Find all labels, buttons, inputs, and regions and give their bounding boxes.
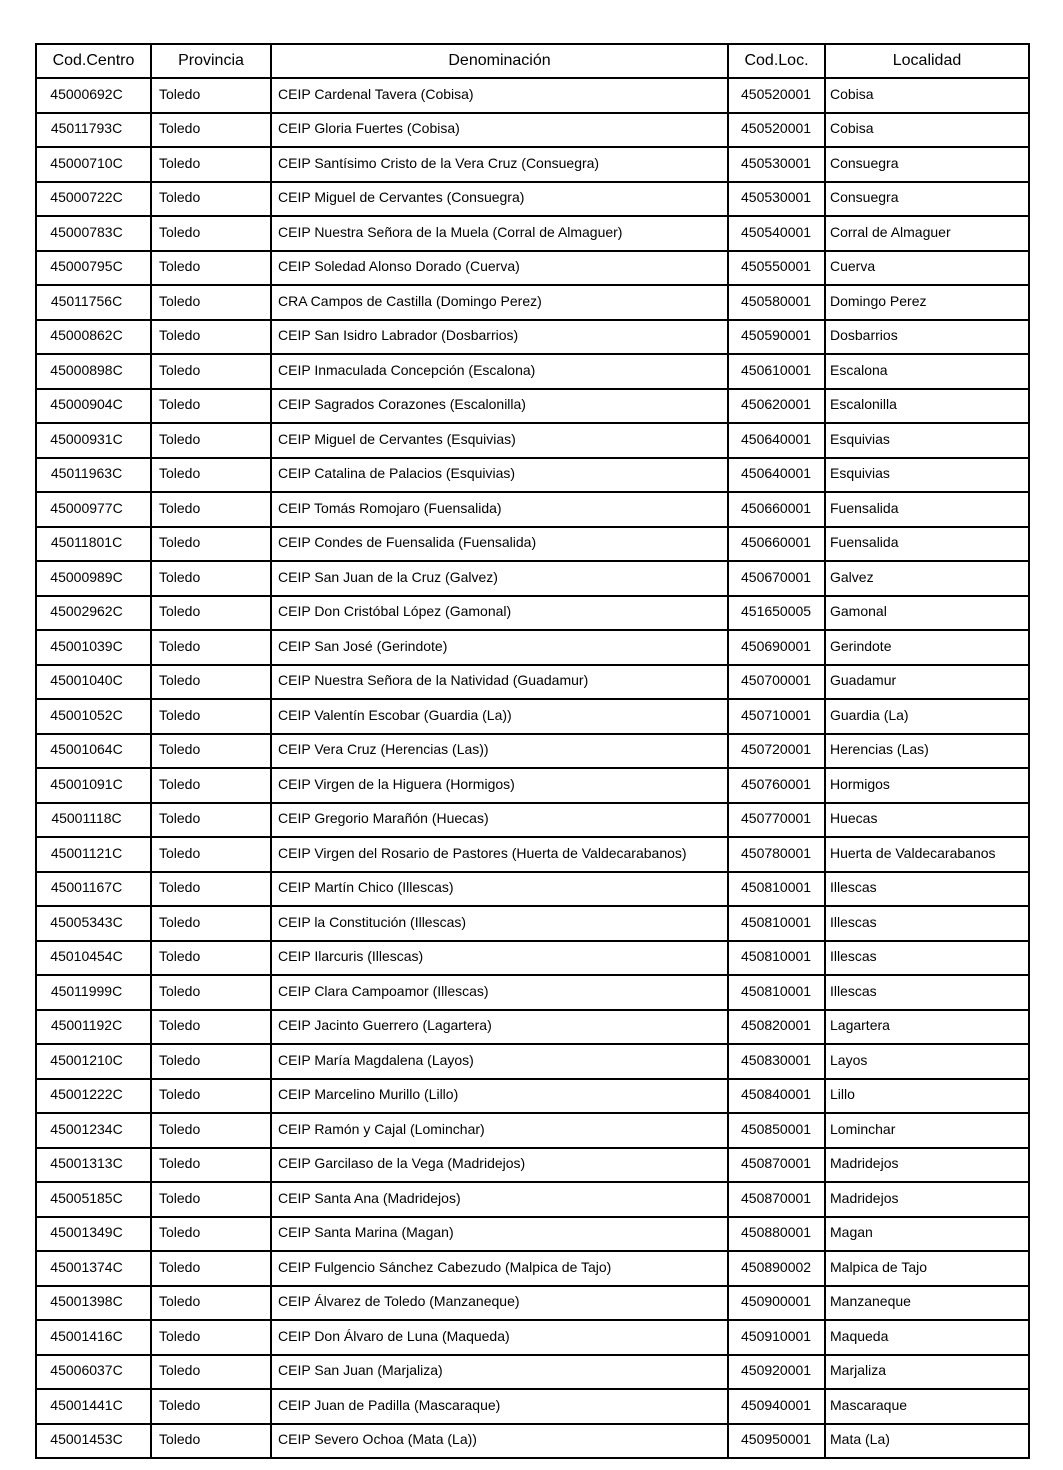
table-header <box>36 44 1029 78</box>
denominacion-cell: CEIP Santa Marina (Magan) <box>271 1217 728 1252</box>
provincia-cell: Toledo <box>151 872 271 907</box>
provincia-cell: Toledo <box>151 630 271 665</box>
denominacion-cell: CEIP Álvarez de Toledo (Manzaneque) <box>271 1286 728 1321</box>
table-row <box>36 941 1029 976</box>
cod-centro-cell: 45005343C <box>36 906 151 941</box>
localidad-cell: Illescas <box>825 872 1029 907</box>
denominacion-cell: CEIP Juan de Padilla (Mascaraque) <box>271 1389 728 1424</box>
localidad-cell: Malpica de Tajo <box>825 1251 1029 1286</box>
table-row <box>36 906 1029 941</box>
denominacion-cell: CEIP Sagrados Corazones (Escalonilla) <box>271 389 728 424</box>
provincia-cell: Toledo <box>151 1424 271 1459</box>
localidad-cell: Lominchar <box>825 1113 1029 1148</box>
cod-loc-cell: 450520001 <box>728 78 825 113</box>
localidad-cell: Gerindote <box>825 630 1029 665</box>
cod-loc-cell: 450810001 <box>728 906 825 941</box>
cod-loc-cell: 450850001 <box>728 1113 825 1148</box>
cod-centro-cell: 45011999C <box>36 975 151 1010</box>
cod-loc-cell: 450660001 <box>728 492 825 527</box>
cod-loc-cell: 450690001 <box>728 630 825 665</box>
table-row <box>36 423 1029 458</box>
denominacion-cell: CEIP Nuestra Señora de la Natividad (Guadamur) <box>271 665 728 700</box>
cod-centro-cell: 45000898C <box>36 354 151 389</box>
cod-centro-cell: 45011963C <box>36 458 151 493</box>
provincia-cell: Toledo <box>151 561 271 596</box>
denominacion-cell: CEIP Soledad Alonso Dorado (Cuerva) <box>271 251 728 286</box>
provincia-cell: Toledo <box>151 837 271 872</box>
header-cod-loc: Cod.Loc. <box>728 44 825 78</box>
cod-loc-cell: 450640001 <box>728 458 825 493</box>
provincia-cell: Toledo <box>151 1251 271 1286</box>
denominacion-cell: CEIP Catalina de Palacios (Esquivias) <box>271 458 728 493</box>
table-row <box>36 768 1029 803</box>
cod-loc-cell: 450670001 <box>728 561 825 596</box>
cod-centro-cell: 45000931C <box>36 423 151 458</box>
denominacion-cell: CEIP Jacinto Guerrero (Lagartera) <box>271 1010 728 1045</box>
denominacion-cell: CRA Campos de Castilla (Domingo Perez) <box>271 285 728 320</box>
cod-centro-cell: 45001453C <box>36 1424 151 1459</box>
table-row <box>36 320 1029 355</box>
cod-loc-cell: 450640001 <box>728 423 825 458</box>
cod-loc-cell: 450890002 <box>728 1251 825 1286</box>
denominacion-cell: CEIP Severo Ochoa (Mata (La)) <box>271 1424 728 1459</box>
cod-loc-cell: 450810001 <box>728 975 825 1010</box>
cod-loc-cell: 450530001 <box>728 182 825 217</box>
denominacion-cell: CEIP Don Álvaro de Luna (Maqueda) <box>271 1320 728 1355</box>
provincia-cell: Toledo <box>151 320 271 355</box>
denominacion-cell: CEIP San José (Gerindote) <box>271 630 728 665</box>
cod-centro-cell: 45010454C <box>36 941 151 976</box>
cod-loc-cell: 450770001 <box>728 803 825 838</box>
cod-centro-cell: 45001091C <box>36 768 151 803</box>
table-row <box>36 285 1029 320</box>
table-row <box>36 837 1029 872</box>
denominacion-cell: CEIP Tomás Romojaro (Fuensalida) <box>271 492 728 527</box>
cod-centro-cell: 45001416C <box>36 1320 151 1355</box>
header-row <box>36 44 1029 78</box>
provincia-cell: Toledo <box>151 975 271 1010</box>
cod-centro-cell: 45001052C <box>36 699 151 734</box>
provincia-cell: Toledo <box>151 596 271 631</box>
table-row <box>36 1113 1029 1148</box>
cod-loc-cell: 450910001 <box>728 1320 825 1355</box>
cod-loc-cell: 450950001 <box>728 1424 825 1459</box>
provincia-cell: Toledo <box>151 1320 271 1355</box>
cod-centro-cell: 45001192C <box>36 1010 151 1045</box>
localidad-cell: Illescas <box>825 906 1029 941</box>
provincia-cell: Toledo <box>151 803 271 838</box>
localidad-cell: Layos <box>825 1044 1029 1079</box>
provincia-cell: Toledo <box>151 1182 271 1217</box>
provincia-cell: Toledo <box>151 1286 271 1321</box>
table-row <box>36 147 1029 182</box>
localidad-cell: Marjaliza <box>825 1355 1029 1390</box>
cod-loc-cell: 450810001 <box>728 941 825 976</box>
cod-centro-cell: 45000862C <box>36 320 151 355</box>
localidad-cell: Madridejos <box>825 1182 1029 1217</box>
localidad-cell: Huerta de Valdecarabanos <box>825 837 1029 872</box>
cod-loc-cell: 450920001 <box>728 1355 825 1390</box>
table-row <box>36 458 1029 493</box>
cod-loc-cell: 450700001 <box>728 665 825 700</box>
cod-loc-cell: 450550001 <box>728 251 825 286</box>
table-row <box>36 1044 1029 1079</box>
cod-centro-cell: 45001313C <box>36 1148 151 1183</box>
provincia-cell: Toledo <box>151 147 271 182</box>
localidad-cell: Hormigos <box>825 768 1029 803</box>
table-row <box>36 1389 1029 1424</box>
denominacion-cell: CEIP Cardenal Tavera (Cobisa) <box>271 78 728 113</box>
table-row <box>36 803 1029 838</box>
table-row <box>36 1217 1029 1252</box>
table-row <box>36 630 1029 665</box>
denominacion-cell: CEIP Santísimo Cristo de la Vera Cruz (Consuegra) <box>271 147 728 182</box>
provincia-cell: Toledo <box>151 423 271 458</box>
cod-loc-cell: 450580001 <box>728 285 825 320</box>
cod-centro-cell: 45000977C <box>36 492 151 527</box>
cod-loc-cell: 451650005 <box>728 596 825 631</box>
localidad-cell: Guadamur <box>825 665 1029 700</box>
table-row <box>36 1286 1029 1321</box>
denominacion-cell: CEIP Vera Cruz (Herencias (Las)) <box>271 734 728 769</box>
cod-centro-cell: 45006037C <box>36 1355 151 1390</box>
table-row <box>36 1010 1029 1045</box>
provincia-cell: Toledo <box>151 216 271 251</box>
provincia-cell: Toledo <box>151 527 271 562</box>
denominacion-cell: CEIP San Juan (Marjaliza) <box>271 1355 728 1390</box>
cod-loc-cell: 450710001 <box>728 699 825 734</box>
centros-table <box>35 43 1030 1459</box>
denominacion-cell: CEIP Garcilaso de la Vega (Madridejos) <box>271 1148 728 1183</box>
denominacion-cell: CEIP Santa Ana (Madridejos) <box>271 1182 728 1217</box>
localidad-cell: Manzaneque <box>825 1286 1029 1321</box>
denominacion-cell: CEIP Nuestra Señora de la Muela (Corral de Almaguer) <box>271 216 728 251</box>
denominacion-cell: CEIP Virgen de la Higuera (Hormigos) <box>271 768 728 803</box>
localidad-cell: Consuegra <box>825 182 1029 217</box>
table-row <box>36 527 1029 562</box>
cod-loc-cell: 450520001 <box>728 113 825 148</box>
cod-centro-cell: 45001222C <box>36 1079 151 1114</box>
cod-loc-cell: 450880001 <box>728 1217 825 1252</box>
provincia-cell: Toledo <box>151 389 271 424</box>
table-row <box>36 1079 1029 1114</box>
cod-loc-cell: 450720001 <box>728 734 825 769</box>
denominacion-cell: CEIP Ramón y Cajal (Lominchar) <box>271 1113 728 1148</box>
localidad-cell: Corral de Almaguer <box>825 216 1029 251</box>
localidad-cell: Lagartera <box>825 1010 1029 1045</box>
denominacion-cell: CEIP Gloria Fuertes (Cobisa) <box>271 113 728 148</box>
table-row <box>36 216 1029 251</box>
denominacion-cell: CEIP San Isidro Labrador (Dosbarrios) <box>271 320 728 355</box>
provincia-cell: Toledo <box>151 1148 271 1183</box>
localidad-cell: Gamonal <box>825 596 1029 631</box>
provincia-cell: Toledo <box>151 1217 271 1252</box>
cod-centro-cell: 45000795C <box>36 251 151 286</box>
localidad-cell: Cuerva <box>825 251 1029 286</box>
cod-loc-cell: 450870001 <box>728 1182 825 1217</box>
header-cod-centro: Cod.Centro <box>36 44 151 78</box>
provincia-cell: Toledo <box>151 492 271 527</box>
localidad-cell: Galvez <box>825 561 1029 596</box>
localidad-cell: Maqueda <box>825 1320 1029 1355</box>
provincia-cell: Toledo <box>151 354 271 389</box>
denominacion-cell: CEIP Gregorio Marañón (Huecas) <box>271 803 728 838</box>
table-row <box>36 492 1029 527</box>
table-row <box>36 1182 1029 1217</box>
table-row <box>36 561 1029 596</box>
denominacion-cell: CEIP Martín Chico (Illescas) <box>271 872 728 907</box>
cod-loc-cell: 450830001 <box>728 1044 825 1079</box>
localidad-cell: Magan <box>825 1217 1029 1252</box>
cod-centro-cell: 45001374C <box>36 1251 151 1286</box>
denominacion-cell: CEIP María Magdalena (Layos) <box>271 1044 728 1079</box>
localidad-cell: Dosbarrios <box>825 320 1029 355</box>
cod-centro-cell: 45001064C <box>36 734 151 769</box>
cod-loc-cell: 450870001 <box>728 1148 825 1183</box>
cod-centro-cell: 45000989C <box>36 561 151 596</box>
cod-centro-cell: 45011801C <box>36 527 151 562</box>
localidad-cell: Escalona <box>825 354 1029 389</box>
denominacion-cell: CEIP Condes de Fuensalida (Fuensalida) <box>271 527 728 562</box>
localidad-cell: Escalonilla <box>825 389 1029 424</box>
header-denominacion: Denominación <box>271 44 728 78</box>
provincia-cell: Toledo <box>151 1389 271 1424</box>
table-row <box>36 665 1029 700</box>
table-row <box>36 251 1029 286</box>
localidad-cell: Cobisa <box>825 78 1029 113</box>
cod-loc-cell: 450760001 <box>728 768 825 803</box>
table-row <box>36 182 1029 217</box>
table-row <box>36 1424 1029 1459</box>
table-body <box>36 78 1029 1458</box>
denominacion-cell: CEIP San Juan de la Cruz (Galvez) <box>271 561 728 596</box>
localidad-cell: Cobisa <box>825 113 1029 148</box>
provincia-cell: Toledo <box>151 1044 271 1079</box>
localidad-cell: Fuensalida <box>825 492 1029 527</box>
table-row <box>36 699 1029 734</box>
cod-centro-cell: 45000692C <box>36 78 151 113</box>
table-row <box>36 734 1029 769</box>
cod-centro-cell: 45000710C <box>36 147 151 182</box>
localidad-cell: Esquivias <box>825 458 1029 493</box>
localidad-cell: Consuegra <box>825 147 1029 182</box>
table-row <box>36 596 1029 631</box>
provincia-cell: Toledo <box>151 1079 271 1114</box>
cod-centro-cell: 45001118C <box>36 803 151 838</box>
table-row <box>36 872 1029 907</box>
denominacion-cell: CEIP Marcelino Murillo (Lillo) <box>271 1079 728 1114</box>
cod-centro-cell: 45001441C <box>36 1389 151 1424</box>
cod-centro-cell: 45001210C <box>36 1044 151 1079</box>
table-row <box>36 1251 1029 1286</box>
table-row <box>36 975 1029 1010</box>
localidad-cell: Illescas <box>825 975 1029 1010</box>
localidad-cell: Herencias (Las) <box>825 734 1029 769</box>
provincia-cell: Toledo <box>151 285 271 320</box>
provincia-cell: Toledo <box>151 1355 271 1390</box>
cod-loc-cell: 450900001 <box>728 1286 825 1321</box>
cod-centro-cell: 45000722C <box>36 182 151 217</box>
cod-loc-cell: 450660001 <box>728 527 825 562</box>
denominacion-cell: CEIP Miguel de Cervantes (Esquivias) <box>271 423 728 458</box>
table-row <box>36 113 1029 148</box>
header-localidad: Localidad <box>825 44 1029 78</box>
provincia-cell: Toledo <box>151 182 271 217</box>
cod-loc-cell: 450810001 <box>728 872 825 907</box>
provincia-cell: Toledo <box>151 699 271 734</box>
provincia-cell: Toledo <box>151 941 271 976</box>
provincia-cell: Toledo <box>151 78 271 113</box>
provincia-cell: Toledo <box>151 458 271 493</box>
cod-centro-cell: 45001039C <box>36 630 151 665</box>
denominacion-cell: CEIP Valentín Escobar (Guardia (La)) <box>271 699 728 734</box>
table-row <box>36 389 1029 424</box>
cod-centro-cell: 45011756C <box>36 285 151 320</box>
cod-centro-cell: 45001398C <box>36 1286 151 1321</box>
cod-centro-cell: 45001349C <box>36 1217 151 1252</box>
localidad-cell: Madridejos <box>825 1148 1029 1183</box>
provincia-cell: Toledo <box>151 906 271 941</box>
provincia-cell: Toledo <box>151 1010 271 1045</box>
provincia-cell: Toledo <box>151 768 271 803</box>
denominacion-cell: CEIP Don Cristóbal López (Gamonal) <box>271 596 728 631</box>
denominacion-cell: CEIP Miguel de Cervantes (Consuegra) <box>271 182 728 217</box>
cod-loc-cell: 450620001 <box>728 389 825 424</box>
provincia-cell: Toledo <box>151 113 271 148</box>
denominacion-cell: CEIP Ilarcuris (Illescas) <box>271 941 728 976</box>
denominacion-cell: CEIP Virgen del Rosario de Pastores (Huerta de Valdecarabanos) <box>271 837 728 872</box>
cod-loc-cell: 450590001 <box>728 320 825 355</box>
table-row <box>36 354 1029 389</box>
localidad-cell: Domingo Perez <box>825 285 1029 320</box>
table-row <box>36 1320 1029 1355</box>
table-row <box>36 78 1029 113</box>
cod-loc-cell: 450940001 <box>728 1389 825 1424</box>
cod-centro-cell: 45002962C <box>36 596 151 631</box>
denominacion-cell: CEIP Fulgencio Sánchez Cabezudo (Malpica de Tajo) <box>271 1251 728 1286</box>
localidad-cell: Mata (La) <box>825 1424 1029 1459</box>
localidad-cell: Guardia (La) <box>825 699 1029 734</box>
table-row <box>36 1148 1029 1183</box>
cod-centro-cell: 45001121C <box>36 837 151 872</box>
cod-loc-cell: 450840001 <box>728 1079 825 1114</box>
provincia-cell: Toledo <box>151 251 271 286</box>
denominacion-cell: CEIP Clara Campoamor (Illescas) <box>271 975 728 1010</box>
localidad-cell: Huecas <box>825 803 1029 838</box>
cod-loc-cell: 450610001 <box>728 354 825 389</box>
localidad-cell: Esquivias <box>825 423 1029 458</box>
cod-centro-cell: 45005185C <box>36 1182 151 1217</box>
denominacion-cell: CEIP la Constitución (Illescas) <box>271 906 728 941</box>
localidad-cell: Lillo <box>825 1079 1029 1114</box>
cod-loc-cell: 450530001 <box>728 147 825 182</box>
cod-centro-cell: 45001234C <box>36 1113 151 1148</box>
cod-centro-cell: 45001167C <box>36 872 151 907</box>
cod-centro-cell: 45000783C <box>36 216 151 251</box>
provincia-cell: Toledo <box>151 734 271 769</box>
provincia-cell: Toledo <box>151 665 271 700</box>
cod-loc-cell: 450820001 <box>728 1010 825 1045</box>
cod-centro-cell: 45011793C <box>36 113 151 148</box>
localidad-cell: Mascaraque <box>825 1389 1029 1424</box>
denominacion-cell: CEIP Inmaculada Concepción (Escalona) <box>271 354 728 389</box>
header-provincia: Provincia <box>151 44 271 78</box>
cod-loc-cell: 450540001 <box>728 216 825 251</box>
cod-centro-cell: 45000904C <box>36 389 151 424</box>
cod-centro-cell: 45001040C <box>36 665 151 700</box>
table-row <box>36 1355 1029 1390</box>
localidad-cell: Illescas <box>825 941 1029 976</box>
provincia-cell: Toledo <box>151 1113 271 1148</box>
cod-loc-cell: 450780001 <box>728 837 825 872</box>
localidad-cell: Fuensalida <box>825 527 1029 562</box>
